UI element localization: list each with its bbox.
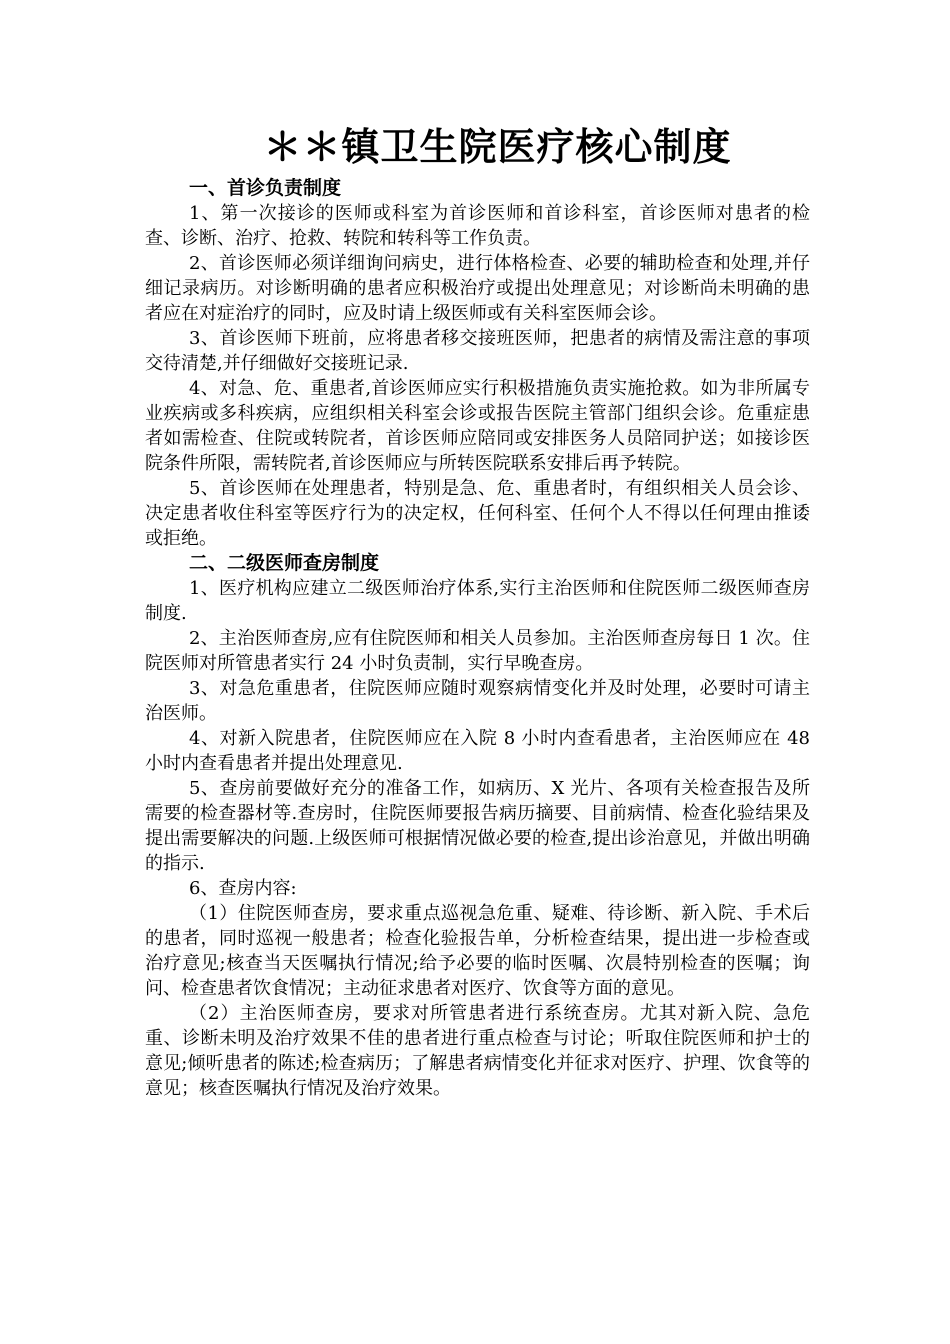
paragraph: 5、查房前要做好充分的准备工作，如病历、X 光片、各项有关检查报告及所需要的检查器材等.查房时，住院医师要报告病历摘要、目前病情、检查化验结果及提出需要解决的问题.上级医师可根据情况做必要的检查,提出诊治意见，并做出明确的指示.	[145, 778, 810, 874]
document-page	[145, 122, 810, 1101]
paragraph: 5、首诊医师在处理患者，特别是急、危、重患者时，有组织相关人员会诊、决定患者收住科室等医疗行为的决定权，任何科室、任何个人不得以任何理由推诿或拒绝。	[145, 478, 810, 549]
section-heading: 一、首诊负责制度	[189, 177, 342, 199]
paragraph: 2、首诊医师必须详细询问病史，进行体格检查、必要的辅助检查和处理,并仔细记录病历。对诊断明确的患者应积极治疗或提出处理意见；对诊断尚未明确的患者应在对症治疗的同时，应及时请上级医师或有关科室医师会诊。	[145, 253, 810, 324]
section-first-visit-responsibility	[145, 176, 810, 551]
paragraph: 2、主治医师查房,应有住院医师和相关人员参加。主治医师查房每日 1 次。住院医师对所管患者实行 24 小时负责制，实行早晚查房。	[145, 628, 810, 674]
section-two-level-ward-rounds	[145, 551, 810, 1101]
document-title: ＊＊镇卫生院医疗核心制度	[263, 125, 732, 169]
paragraph: 6、查房内容:	[189, 878, 297, 899]
paragraph: 3、对急危重患者，住院医师应随时观察病情变化并及时处理，必要时可请主治医师。	[145, 678, 810, 724]
paragraph: 4、对急、危、重患者,首诊医师应实行积极措施负责实施抢救。如为非所属专业疾病或多科疾病，应组织相关科室会诊或报告医院主管部门组织会诊。危重症患者如需检查、住院或转院者，首诊医师应陪同或安排医务人员陪同护送；如接诊医院条件所限，需转院者,首诊医师应与所转医院联系安排后再予转院。	[145, 378, 810, 474]
paragraph: （1）住院医师查房，要求重点巡视急危重、疑难、待诊断、新入院、手术后的患者，同时巡视一般患者；检查化验报告单，分析检查结果，提出进一步检查或治疗意见;核查当天医嘱执行情况;给予必要的临时医嘱、次晨特别检查的医嘱；询问、检查患者饮食情况；主动征求患者对医疗、饮食等方面的意见。	[145, 903, 810, 999]
paragraph: 1、第一次接诊的医师或科室为首诊医师和首诊科室，首诊医师对患者的检查、诊断、治疗、抢救、转院和转科等工作负责。	[145, 203, 810, 249]
paragraph: （2）主治医师查房，要求对所管患者进行系统查房。尤其对新入院、急危重、诊断未明及治疗效果不佳的患者进行重点检查与讨论；听取住院医师和护士的意见;倾听患者的陈述;检查病历；了解患者病情变化并征求对医疗、护理、饮食等的意见；核查医嘱执行情况及治疗效果。	[145, 1003, 810, 1099]
paragraph: 4、对新入院患者，住院医师应在入院 8 小时内查看患者，主治医师应在 48 小时内查看患者并提出处理意见.	[145, 728, 810, 774]
section-heading: 二、二级医师查房制度	[189, 552, 380, 574]
paragraph: 3、首诊医师下班前，应将患者移交接班医师，把患者的病情及需注意的事项交待清楚,并仔细做好交接班记录.	[145, 328, 810, 374]
paragraph: 1、医疗机构应建立二级医师治疗体系,实行主治医师和住院医师二级医师查房制度.	[145, 578, 810, 624]
